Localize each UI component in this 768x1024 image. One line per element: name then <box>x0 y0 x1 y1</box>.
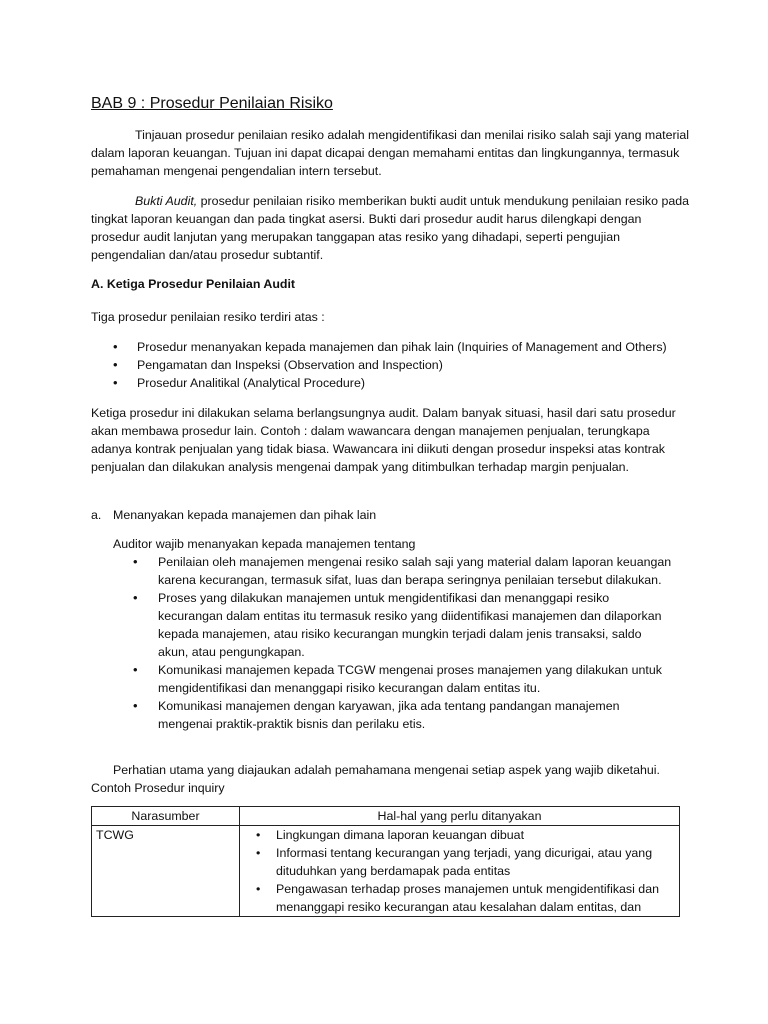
procedure-item: • Prosedur Analitikal (Analytical Procedure) <box>113 374 693 392</box>
inquiry-item: • Komunikasi manajemen dengan karyawan, jika ada tentang pandangan manajemen mengenai praktik-praktik bisnis dan perilaku etis. <box>133 697 673 733</box>
sub-heading-marker: a. <box>91 508 102 522</box>
cell-source: TCWG <box>92 826 240 917</box>
question-item: • Lingkungan dimana laporan keuangan dibuat <box>250 826 675 844</box>
paragraph-overview: Tinjauan prosedur penilaian resiko adalah mengidentifikasi dan menilai risiko salah saji yang material dalam laporan keuangan. Tujuan ini dapat dicapai dengan memahami entitas dan lingkungannya, termasuk pemahaman mengenai pengendalian intern tersebut. <box>91 128 689 178</box>
paragraph-audit-evidence <box>91 192 691 264</box>
procedure-item: • Prosedur menanyakan kepada manajemen dan pihak lain (Inquiries of Management and Others) <box>113 338 693 356</box>
column-header-questions: Hal-hal yang perlu ditanyakan <box>240 807 680 826</box>
inquiry-table <box>91 806 680 917</box>
cell-questions <box>240 826 680 917</box>
procedure-item: • Pengamatan dan Inspeksi (Observation and Inspection) <box>113 356 693 374</box>
list-intro: Tiga prosedur penilaian resiko terdiri atas : <box>91 310 325 324</box>
question-item: • Pengawasan terhadap proses manajemen untuk mengidentifikasi dan menanggapi resiko kecurangan atau kesalahan dalam entitas, dan <box>250 880 675 916</box>
section-heading-a: A. Ketiga Prosedur Penilaian Audit <box>91 277 296 291</box>
paragraph-procedures: Ketiga prosedur ini dilakukan selama berlangsungnya audit. Dalam banyak situasi, hasil dari satu prosedur akan membawa prosedur lain. Contoh : dalam wawancara dengan manajemen penjualan, terungkapa adanya kontrak penjualan yang tidak biasa. Wawancara ini diikuti dengan prosedur inspeksi atas kontrak penjualan dan dilakukan analysis mengenai dampak yang ditimbulkan terhadap margin penjualan. <box>91 406 676 474</box>
table-row <box>92 826 680 917</box>
sub-heading-text: Menanyakan kepada manajemen dan pihak lain <box>113 508 377 522</box>
inquiry-item: • Proses yang dilakukan manajemen untuk mengidentifikasi dan menanggapi resiko kecurangan dalam entitas itu termasuk resiko yang diidentifikasi manajemen dan dilaporkan kepada manajemen, atau risiko kecurangan mungkin terjadi dalam jenis transaksi, saldo akun, atau pengungkapan. <box>133 589 673 661</box>
auditor-intro: Auditor wajib menanyakan kepada manajemen tentang <box>113 537 416 551</box>
audit-evidence-term: Bukti Audit, <box>135 194 198 208</box>
column-header-source: Narasumber <box>92 807 240 826</box>
inquiry-item: • Komunikasi manajemen kepada TCGW mengenai proses manajemen yang dilakukan untuk mengidentifikasi dan menanggapi risiko kecurangan dalam entitas itu. <box>133 661 673 697</box>
audit-evidence-text: prosedur penilaian risiko memberikan bukti audit untuk mendukung penilaian resiko pada tingkat laporan keuangan dan pada tingkat asersi. Bukti dari prosedur audit harus dilengkapi dengan prosedur audit lanjutan yang merupakan tanggapan atas resiko yang dihadapi, seperti pengujian pengendalian dan/atau prosedur subtantif. <box>91 194 690 262</box>
table-header-row <box>92 807 680 826</box>
auditor-inquiry-list <box>133 553 673 733</box>
sub-heading-a <box>91 506 691 524</box>
question-list <box>244 826 675 916</box>
paragraph-focus: Perhatian utama yang diajaukan adalah pemahamana mengenai setiap aspek yang wajib diketahui. Contoh Prosedur inquiry <box>91 763 660 795</box>
page-title: BAB 9 : Prosedur Penilaian Risiko <box>91 95 333 112</box>
inquiry-item: • Penilaian oleh manajemen mengenai resiko salah saji yang material dalam laporan keuangan karena kecurangan, termasuk sifat, luas dan berapa seringnya penilaian tersebut dilakukan. <box>133 553 673 589</box>
procedure-list <box>113 338 693 392</box>
question-item: • Informasi tentang kecurangan yang terjadi, yang dicurigai, atau yang dituduhkan yang berdamapak pada entitas <box>250 844 675 880</box>
